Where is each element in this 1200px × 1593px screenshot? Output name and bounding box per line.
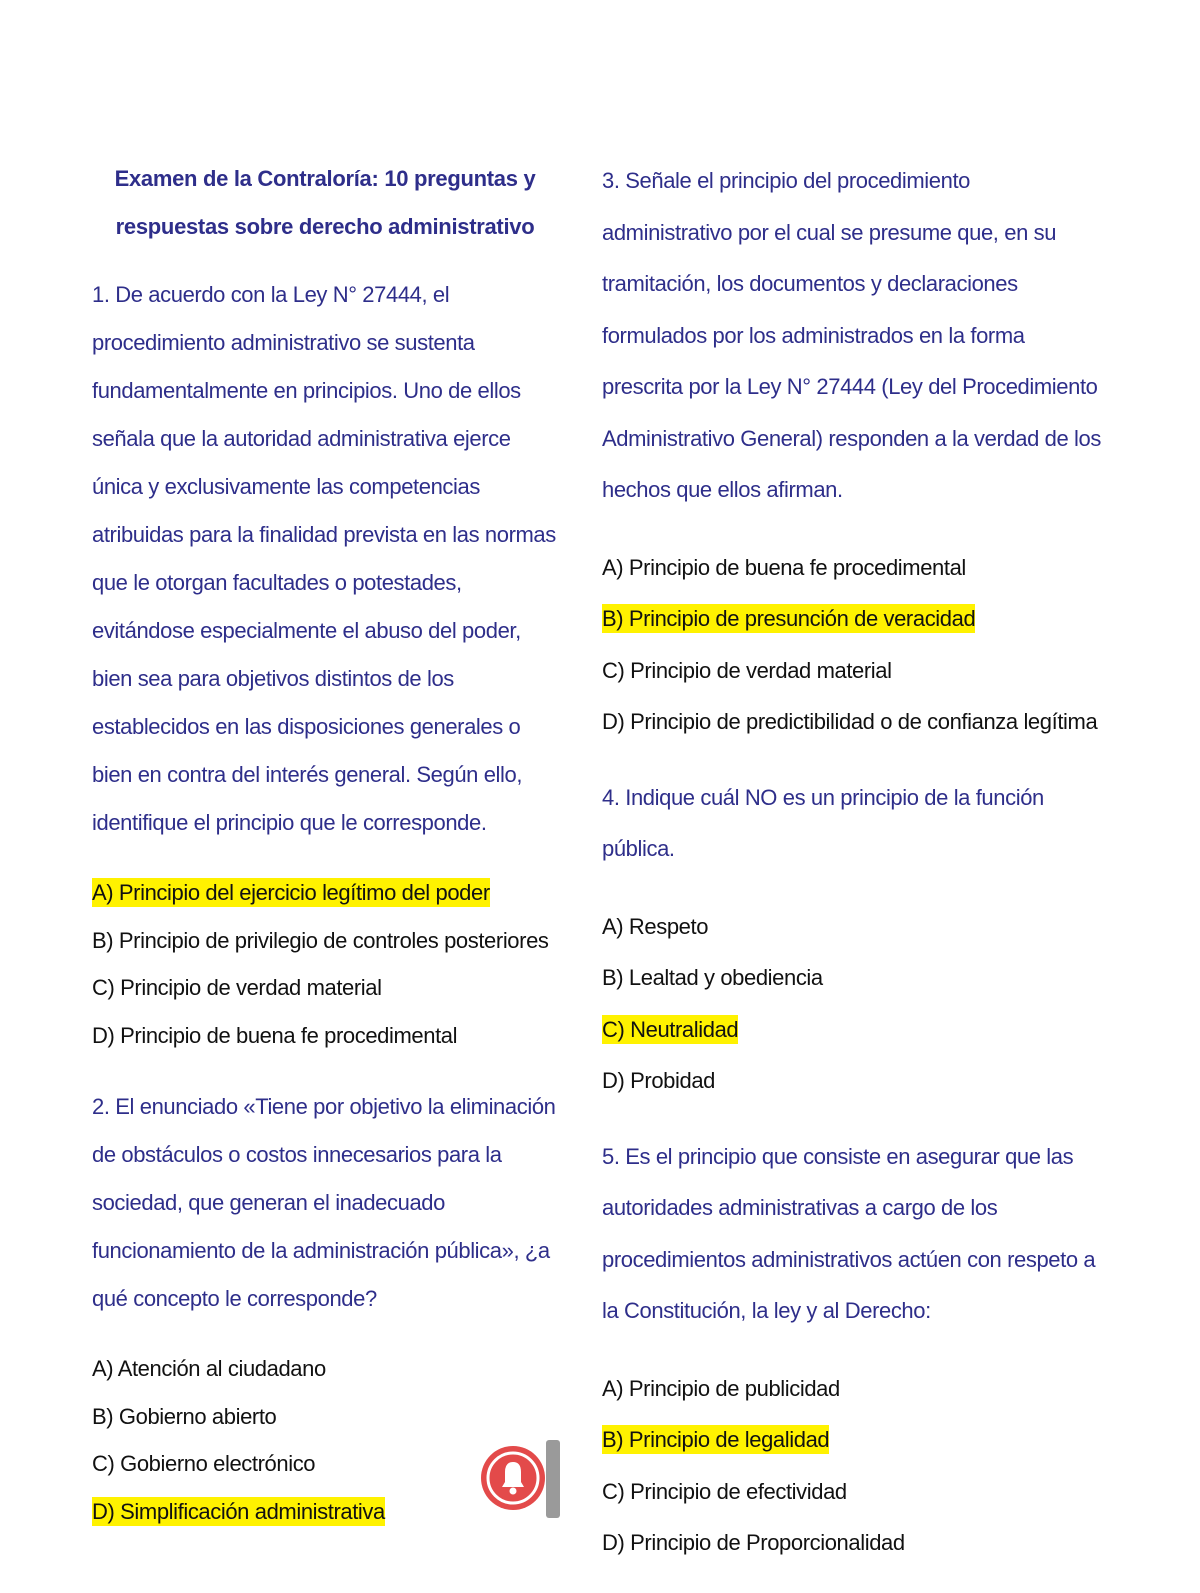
- answer-option-d: D) Principio de Proporcionalidad: [602, 1530, 905, 1555]
- question-3: [602, 155, 1102, 748]
- answer-option-d: D) Probidad: [602, 1068, 715, 1093]
- answer-option-c: C) Principio de verdad material: [602, 657, 892, 683]
- answer-option-a: A) Principio de publicidad: [602, 1375, 840, 1401]
- answer-option-b-correct: B) Principio de legalidad: [602, 1427, 830, 1452]
- answer-option-c-correct: C) Neutralidad: [602, 1016, 739, 1042]
- document-title: Examen de la Contraloría: 10 preguntas y respuestas sobre derecho administrativo: [114, 166, 536, 239]
- question-text: 1. De acuerdo con la Ley N° 27444, el procedimiento administrativo se sustenta fundamentalmente en principios. Uno de ellos señala que la autoridad administrativa ejerce única y exclusivamente las competencias atribuidas para la finalidad prevista en las normas que le otorgan facultades o potestades, evitándose especialmente el abuso del poder, bien sea para objetivos distintos de los establecidos en las disposiciones generales o bien en contra del interés general. Según ello, identifique el principio que le corresponde.: [92, 282, 556, 835]
- answer-option-b: B) Lealtad y obediencia: [602, 965, 823, 990]
- question-text: 5. Es el principio que consiste en asegurar que las autoridades administrativas a cargo de los procedimientos administrativos actúen con respeto a la Constitución, la ley y al Derecho:: [602, 1143, 1096, 1323]
- scrollbar-handle[interactable]: [546, 1440, 560, 1518]
- answer-option-a-correct: A) Principio del ejercicio legítimo del poder: [92, 880, 490, 905]
- question-text: 4. Indique cuál NO es un principio de la función pública.: [602, 784, 1044, 861]
- answer-options: [92, 869, 558, 1059]
- bell-icon: [480, 1432, 546, 1524]
- answer-option-d: D) Principio de buena fe procedimental: [92, 1022, 458, 1048]
- answer-options: [602, 901, 1102, 1107]
- right-column: [602, 155, 1102, 1593]
- answer-option-c: C) Principio de efectividad: [602, 1478, 847, 1504]
- question-1: [92, 271, 558, 1059]
- answer-option-b-correct: B) Principio de presunción de veracidad: [602, 606, 976, 631]
- notification-bell-button[interactable]: [480, 1432, 546, 1524]
- left-column: [92, 155, 558, 1559]
- answer-option-a: A) Principio de buena fe procedimental: [602, 554, 966, 580]
- answer-option-a: A) Atención al ciudadano: [92, 1356, 326, 1381]
- answer-option-a: A) Respeto: [602, 913, 709, 939]
- answer-option-b: B) Principio de privilegio de controles posteriores: [92, 927, 549, 953]
- answer-options: [602, 542, 1102, 748]
- answer-option-d-correct: D) Simplificación administrativa: [92, 1498, 385, 1524]
- answer-option-c: C) Gobierno electrónico: [92, 1451, 316, 1476]
- answer-option-b: B) Gobierno abierto: [92, 1403, 277, 1429]
- question-text: 3. Señale el principio del procedimiento administrativo por el cual se presume que, en su tramitación, los documentos y declaraciones formulados por los administrados en la forma prescrita por la Ley N° 27444 (Ley del Procedimiento Administrativo General) responden a la verdad de los hechos que ellos afirman.: [602, 168, 1101, 502]
- answer-options: [602, 1363, 1102, 1569]
- answer-option-c: C) Principio de verdad material: [92, 975, 382, 1000]
- answer-option-d: D) Principio de predictibilidad o de confianza legítima: [602, 709, 1098, 734]
- question-text: 2. El enunciado «Tiene por objetivo la eliminación de obstáculos o costos innecesarios para la sociedad, que generan el inadecuado funcionamiento de la administración pública», ¿a qué concepto le corresponde?: [92, 1094, 556, 1311]
- question-4: [602, 772, 1102, 1107]
- question-5: [602, 1131, 1102, 1569]
